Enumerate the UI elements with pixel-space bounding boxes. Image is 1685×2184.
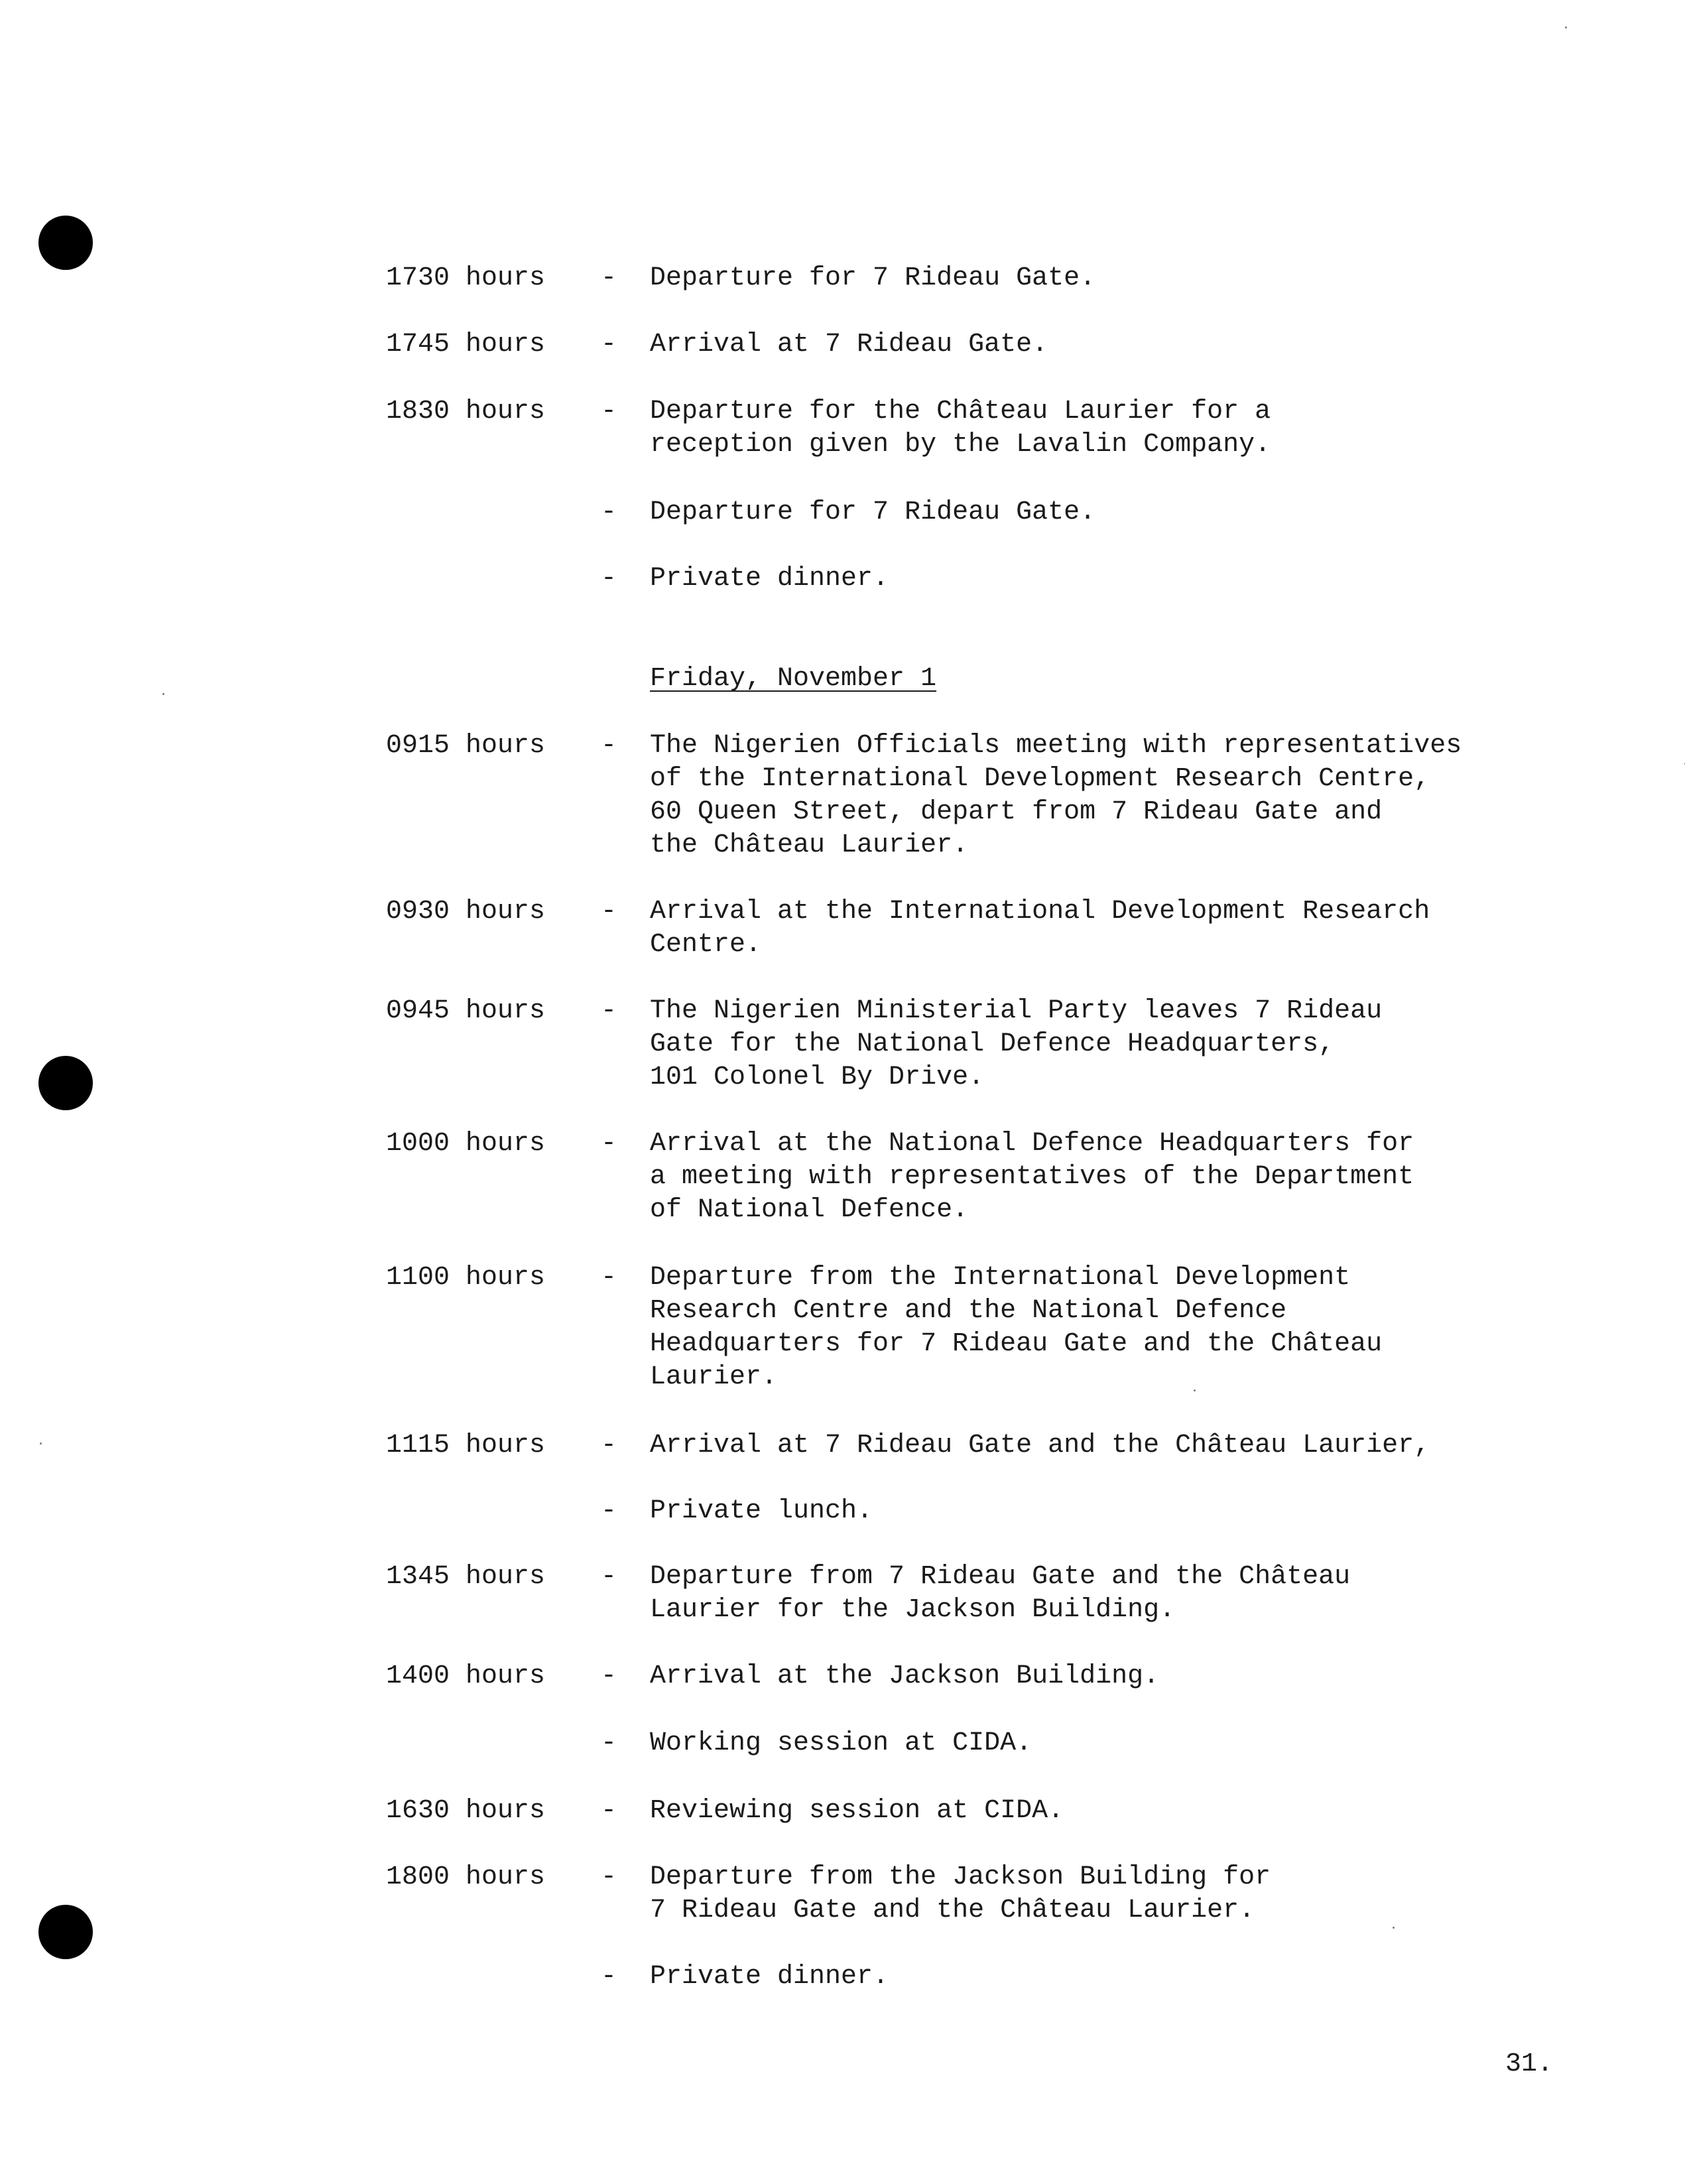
entry-time: 1115 hours xyxy=(386,1431,546,1460)
entry-description: Arrival at the International Development Research Centre. xyxy=(650,897,1430,960)
page-number: 31. xyxy=(1505,2049,1554,2079)
entry-description: Arrival at the National Defence Headquarters for a meeting with representatives of the Department of National Defence. xyxy=(650,1129,1414,1225)
entry-time: 1830 hours xyxy=(386,397,546,426)
entry-dash: - xyxy=(601,1661,617,1691)
entry-description: Reviewing session at CIDA. xyxy=(650,1796,1064,1826)
entry-dash: - xyxy=(601,1962,617,1992)
entry-description: Departure from 7 Rideau Gate and the Château Laurier for the Jackson Building. xyxy=(650,1562,1351,1625)
scan-speck xyxy=(1393,1927,1395,1929)
entry-dash: - xyxy=(601,397,617,426)
entry-description: Departure from the Jackson Building for 7 Rideau Gate and the Château Laurier. xyxy=(650,1862,1271,1925)
entry-description: Departure for 7 Rideau Gate. xyxy=(650,263,1096,293)
entry-dash: - xyxy=(601,1728,617,1758)
entry-dash: - xyxy=(601,1263,617,1293)
entry-description: Departure for the Château Laurier for a reception given by the Lavalin Company. xyxy=(650,397,1271,460)
scan-speck xyxy=(162,693,164,695)
binder-hole-bottom xyxy=(38,1905,93,1959)
scan-speck xyxy=(40,1443,42,1445)
entry-dash: - xyxy=(601,1431,617,1460)
entry-time: 0930 hours xyxy=(386,897,546,927)
entry-dash: - xyxy=(601,564,617,594)
entry-description: Arrival at 7 Rideau Gate. xyxy=(650,330,1048,359)
entry-time: 0945 hours xyxy=(386,996,546,1026)
entry-description: Arrival at 7 Rideau Gate and the Château Laurier, xyxy=(650,1431,1430,1460)
binder-hole-middle xyxy=(38,1056,93,1110)
entry-time: 1000 hours xyxy=(386,1129,546,1159)
entry-description: Departure for 7 Rideau Gate. xyxy=(650,497,1096,527)
scan-speck xyxy=(1194,1389,1196,1391)
entry-dash: - xyxy=(601,263,617,293)
entry-dash: - xyxy=(601,897,617,927)
entry-time: 1630 hours xyxy=(386,1796,546,1826)
entry-dash: - xyxy=(601,1129,617,1159)
entry-description: The Nigerien Officials meeting with representatives of the International Development Research Centre, 60 Queen Street, depart from 7 Rideau Gate and the Château Laurier. xyxy=(650,731,1462,860)
entry-time: 1745 hours xyxy=(386,330,546,359)
entry-dash: - xyxy=(601,731,617,761)
entry-description: Private lunch. xyxy=(650,1496,873,1526)
entry-time: 1730 hours xyxy=(386,263,546,293)
entry-dash: - xyxy=(601,1862,617,1892)
entry-dash: - xyxy=(601,1496,617,1526)
entry-description: Departure from the International Development Research Centre and the National Defence Headquarters for 7 Rideau Gate and the Château Laurier. xyxy=(650,1263,1383,1392)
day-heading: Friday, November 1 xyxy=(650,664,937,694)
entry-dash: - xyxy=(601,330,617,359)
entry-time: 1100 hours xyxy=(386,1263,546,1293)
entry-time: 1400 hours xyxy=(386,1661,546,1691)
entry-time: 0915 hours xyxy=(386,731,546,761)
entry-description: Private dinner. xyxy=(650,564,889,594)
entry-time: 1800 hours xyxy=(386,1862,546,1892)
scan-speck xyxy=(1565,27,1567,29)
entry-dash: - xyxy=(601,1562,617,1592)
entry-time: 1345 hours xyxy=(386,1562,546,1592)
entry-dash: - xyxy=(601,497,617,527)
entry-description: Private dinner. xyxy=(650,1962,889,1992)
entry-description: Working session at CIDA. xyxy=(650,1728,1032,1758)
entry-dash: - xyxy=(601,1796,617,1826)
entry-description: The Nigerien Ministerial Party leaves 7 Rideau Gate for the National Defence Headquarters, 101 Colonel By Drive. xyxy=(650,996,1383,1092)
binder-hole-top xyxy=(38,216,93,270)
entry-description: Arrival at the Jackson Building. xyxy=(650,1661,1160,1691)
entry-dash: - xyxy=(601,996,617,1026)
